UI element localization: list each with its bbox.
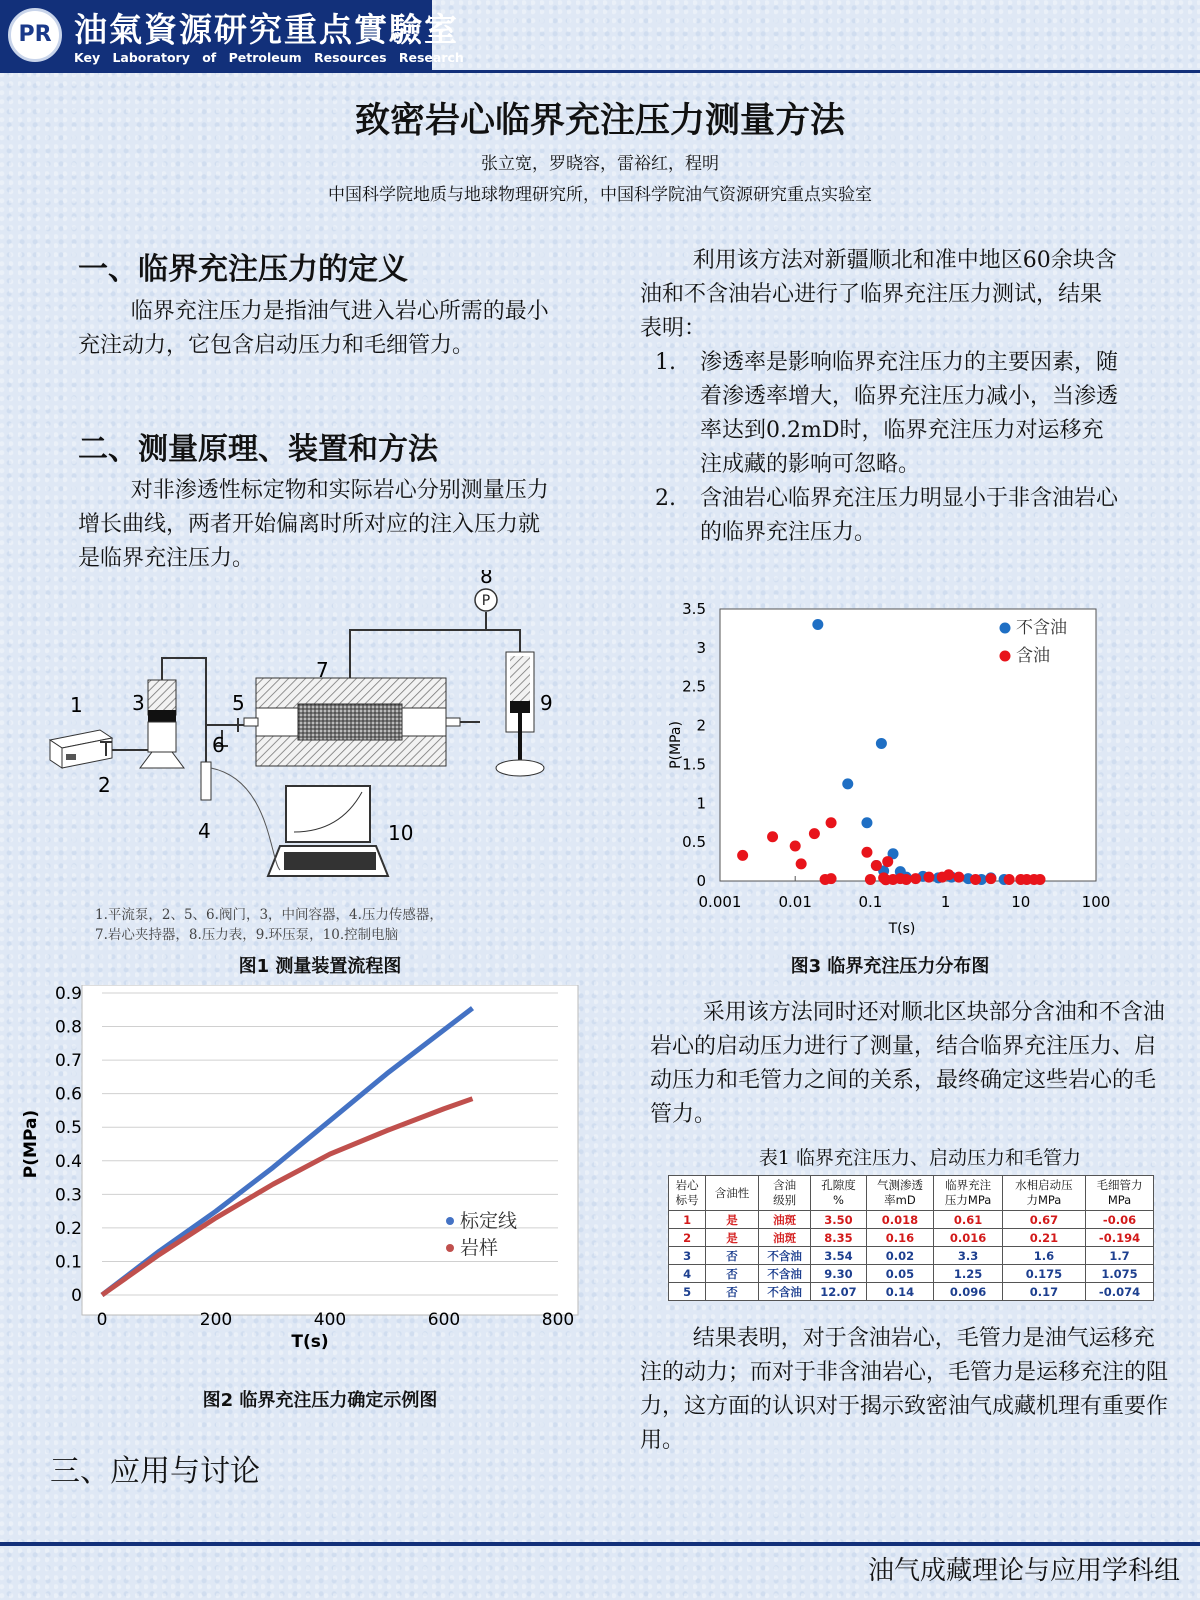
lab-name-cn: 油氣資源研究重点實驗室 [74,10,459,49]
table-cell: 3.54 [811,1247,866,1265]
label-4: 4 [198,819,211,843]
legend-label: 岩样 [460,1237,499,1259]
core-holder [244,678,460,766]
table-cell: 油斑 [758,1229,811,1247]
poster-title: 致密岩心临界充注压力测量方法 [354,101,845,141]
lab-logo [8,8,62,62]
table-cell: 3 [669,1247,706,1265]
table-cell: 油斑 [758,1211,811,1229]
data-point [910,873,921,884]
x-tick-label: 10 [1011,893,1031,911]
data-point [812,619,823,630]
legend-label: 标定线 [460,1210,518,1232]
table-row [669,1283,1154,1301]
y-tick-label: 0.9 [54,985,82,1004]
legend-label: 不含油 [1016,618,1067,638]
lab-name-en: Key Laboratory of Petroleum Resources Research [74,50,464,65]
table-cell: 否 [706,1283,759,1301]
table1-title: 表1 临界充注压力、启动压力和毛管力 [758,1147,1082,1169]
figure2-caption: 图2 临界充注压力确定示例图 [202,1390,438,1411]
findings-list [640,346,1120,550]
figure3-caption: 图3 临界充注压力分布图 [790,956,990,977]
data-point [1034,874,1045,885]
data-point [878,872,889,883]
y-tick-label: 0 [696,872,706,890]
table-cell: 是 [706,1211,759,1229]
table-row [669,1247,1154,1265]
data-point [826,817,837,828]
data-point [970,874,981,885]
label-5: 5 [232,691,245,715]
table-cell: 不含油 [758,1247,811,1265]
y-tick-label: 1.5 [682,755,706,774]
legend-marker [1000,623,1011,634]
startup-pressure-text: 采用该方法同时还对顺北区块部分含油和不含油岩心的启动压力进行了测量，结合临界充注压力、启动压力和毛管力之间的关系，最终确定这些岩心的毛管力。 [650,1000,1165,1127]
footer-divider [0,1542,1200,1546]
figure3-scatter-chart [660,595,1120,955]
x-tick-label: 1 [940,893,951,911]
y-tick-label: 0.2 [54,1218,82,1239]
affiliation: 中国科学院地质与地球物理研究所，中国科学院油气资源研究重点实验室 [328,185,872,205]
data-point [1004,874,1015,885]
section-1-text: 临界充注压力是指油气进入岩心所需的最小充注动力，它包含启动压力和毛细管力。 [78,299,549,358]
label-9: 9 [540,691,553,715]
legend-label: 含油 [1016,646,1050,666]
pump [50,730,112,768]
table-cell: 0.175 [1002,1265,1085,1283]
data-point [871,860,882,871]
table-cell: 0.14 [866,1283,934,1301]
section-3-title: 三、应用与讨论 [50,1454,260,1489]
label-1: 1 [70,693,83,717]
y-tick-label: 3 [696,638,706,657]
data-point [861,847,872,858]
data-point [861,817,872,828]
table-cell: 1.075 [1086,1265,1154,1283]
y-axis-label: P(MPa) [21,1109,41,1179]
pressure-sensor [201,762,211,800]
column-header: 孔隙度 % [811,1176,866,1211]
y-tick-label: 0.3 [54,1185,82,1206]
y-tick-label: 0.1 [54,1252,82,1273]
legend-marker [446,1217,454,1225]
intermediate-container [140,680,184,768]
header-divider [0,70,1200,73]
table-cell: 0.096 [934,1283,1002,1301]
table-cell: 是 [706,1229,759,1247]
data-point [790,841,801,852]
table-cell: 2 [669,1229,706,1247]
table-cell: 0.67 [1002,1211,1085,1229]
figure1-legend-line2: 7.岩心夹持器，8.压力表，9.环压泵，10.控制电脑 [95,927,399,943]
control-computer [268,786,388,876]
table-cell: 4 [669,1265,706,1283]
table-cell: 5 [669,1283,706,1301]
finding-text: 渗透率是影响临界充注压力的主要因素，随着渗透率增大，临界充注压力减小，当渗透率达到0.2mD时，临界充注压力对运移充注成藏的影响可忽略。 [700,350,1119,477]
figure1-legend-line1: 1.平流泵，2、5、6.阀门，3，中间容器，4.压力传感器， [95,907,443,923]
ring-pump [496,652,544,776]
legend-marker [446,1244,454,1252]
x-tick-label: 0.01 [778,893,812,911]
logo-text: PR [18,22,52,47]
column-header: 水相启动压 力MPa [1002,1176,1085,1211]
table-cell: 不含油 [758,1283,811,1301]
table-cell: 12.07 [811,1283,866,1301]
x-axis-label: T(s) [888,921,916,937]
table-cell: 否 [706,1265,759,1283]
table-cell: 0.018 [866,1211,934,1229]
y-tick-label: 0.8 [54,1017,82,1038]
table-cell: 1.25 [934,1265,1002,1283]
table-row [669,1265,1154,1283]
section-1-title: 一、临界充注压力的定义 [78,252,408,287]
x-axis-label: T(s) [291,1332,329,1352]
pressure-gauge [475,589,497,611]
y-tick-label: 1 [696,794,706,813]
plot-area [82,985,578,1315]
data-point [985,873,996,884]
y-tick-label: 0 [71,1286,82,1306]
table-cell: 0.61 [934,1211,1002,1229]
table1 [668,1175,1154,1301]
label-2: 2 [98,773,111,797]
y-tick-label: 0.5 [682,833,706,852]
y-tick-label: 3.5 [682,600,706,618]
label-3: 3 [132,691,145,715]
finding-number: 2. [655,486,676,511]
table-cell: 0.17 [1002,1283,1085,1301]
data-point [737,850,748,861]
table-cell: 0.016 [934,1229,1002,1247]
x-tick-label: 0.1 [858,893,883,911]
table-cell: 0.05 [866,1265,934,1283]
column-header: 岩心 标号 [669,1176,706,1211]
conclusion-text: 结果表明，对于含油岩心，毛管力是油气运移充注的动力；而对于非含油岩心，毛管力是运移充注的阻力，这方面的认识对于揭示致密油气成藏机理有重要作用。 [640,1326,1169,1453]
table-cell: 否 [706,1247,759,1265]
y-tick-label: 0.6 [54,1084,82,1105]
column-header: 气测渗透 率mD [866,1176,934,1211]
column-header: 含油性 [706,1176,759,1211]
table-cell: -0.194 [1086,1229,1154,1247]
x-tick-label: 0 [96,1310,108,1330]
table-cell: 0.21 [1002,1229,1085,1247]
data-point [882,856,893,867]
x-tick-label: 400 [313,1310,347,1330]
y-tick-label: 0.4 [54,1151,82,1172]
x-tick-label: 100 [1081,893,1111,911]
footer-group-name: 油气成藏理论与应用学科组 [867,1556,1180,1586]
finding-number: 1. [655,350,676,375]
figure2-line-chart [20,985,610,1385]
table-cell: 0.16 [866,1229,934,1247]
column-header: 含油 级别 [758,1176,811,1211]
label-10: 10 [388,821,414,845]
y-tick-label: 0.5 [54,1118,82,1139]
table-cell: 不含油 [758,1265,811,1283]
column-header: 毛细管力 MPa [1086,1176,1154,1211]
table-cell: 1 [669,1211,706,1229]
data-point [923,872,934,883]
table-row [669,1229,1154,1247]
x-tick-label: 0.001 [698,893,742,911]
data-point [842,778,853,789]
authors: 张立宽，罗晓容，雷裕红，程明 [481,154,719,174]
x-tick-label: 800 [541,1310,575,1330]
label-8: 8 [480,570,493,588]
results-intro: 利用该方法对新疆顺北和准中地区60余块含油和不含油岩心进行了临界充注压力测试，结果表明： [640,248,1117,341]
label-7: 7 [316,658,329,682]
gauge-letter: P [481,593,491,609]
data-point [943,869,954,880]
x-tick-label: 600 [427,1310,461,1330]
data-point [876,738,887,749]
table-cell: 9.30 [811,1265,866,1283]
finding-text: 含油岩心临界充注压力明显小于非含油岩心的临界充注压力。 [700,486,1119,545]
finding-item [640,482,1120,550]
section-2-text: 对非渗透性标定物和实际岩心分别测量压力增长曲线，两者开始偏离时所对应的注入压力就是临界充注压力。 [78,478,549,571]
data-point [767,831,778,842]
data-point [826,873,837,884]
table-cell: 1.7 [1086,1247,1154,1265]
table-cell: 8.35 [811,1229,866,1247]
data-point [865,874,876,885]
y-tick-label: 2.5 [682,677,706,696]
table-header-row [669,1176,1154,1211]
data-point [953,872,964,883]
table-cell: -0.06 [1086,1211,1154,1229]
table-cell: 3.50 [811,1211,866,1229]
data-point [796,858,807,869]
y-tick-label: 0.7 [54,1051,82,1072]
column-header: 临界充注 压力MPa [934,1176,1002,1211]
apparatus-diagram [40,570,580,900]
x-tick-label: 200 [199,1310,233,1330]
data-point [895,873,906,884]
y-axis-label: P(MPa) [668,721,684,769]
table-cell: 1.6 [1002,1247,1085,1265]
figure1-caption: 图1 测量装置流程图 [238,956,402,977]
table-cell: 0.02 [866,1247,934,1265]
data-point [809,828,820,839]
legend-marker [1000,651,1011,662]
finding-item [640,346,1120,482]
label-6: 6 [212,733,225,757]
y-tick-label: 2 [696,716,706,735]
table-row [669,1211,1154,1229]
table-cell: 3.3 [934,1247,1002,1265]
table-cell: -0.074 [1086,1283,1154,1301]
section-2-title: 二、测量原理、装置和方法 [78,432,438,467]
